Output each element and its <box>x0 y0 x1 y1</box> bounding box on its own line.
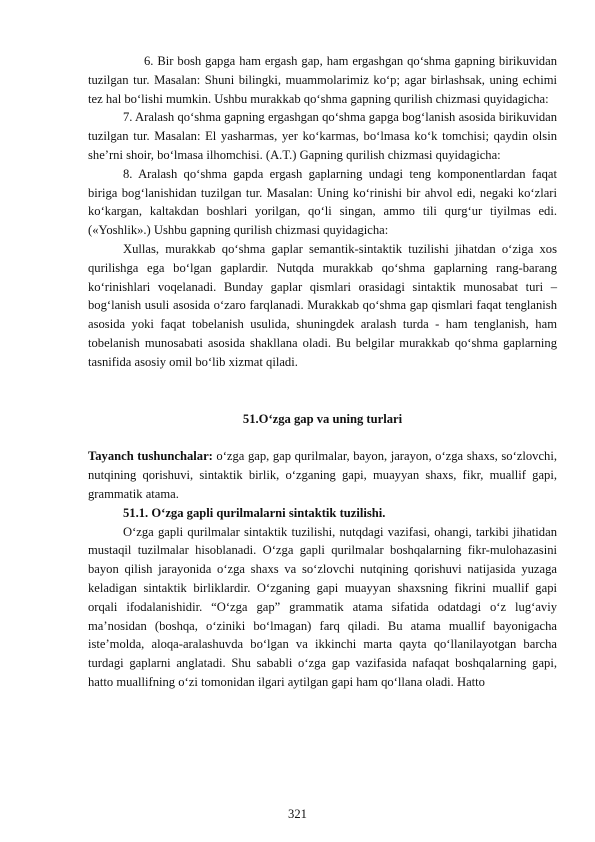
key-terms-paragraph <box>88 447 557 503</box>
subsection-heading: 51.1. O‘zga gapli qurilmalarni sintaktik tuzilishi. <box>123 505 386 520</box>
paragraph-item-7: 7. Aralash qo‘shma gapning ergashgan qo‘shma gapga bog‘lanish asosida birikuvidan tuzilgan tur. Masalan: El yasharmas, yer ko‘karmas, bo‘lmasa ko‘k tomchisi; qaydin olsin she’rni shoir, bo‘lmasa ilhomchisi. (A.T.) Gapning qurilish chizmasi quyidagicha: <box>88 110 557 162</box>
paragraph-summary: Xullas, murakkab qo‘shma gaplar semantik-sintaktik tuzilishi jihatdan o‘ziga xos qurilishga ega bo‘lgan gaplardir. Nutqda murakkab qo‘shma gaplarning rang-barang ko‘rinishlari voqelanadi. Bunday gaplar qismlari orasidagi sintaktik munosabat turi – bog‘lanish usuli asosida o‘zaro farqlanadi. Murakkab qo‘shma gap qismlari faqat tenglanish asosida yoki faqat tobelanish usulida, shuningdek aralash turda - ham tenglanish, ham tobelanish munosabati asosida shakllana oladi. Bu belgilar murakkab qo‘shma gaplarning tasnifida asosiy omil bo‘lib xizmat qiladi. <box>88 241 557 369</box>
heading-spacer <box>88 428 557 447</box>
paragraph-item-6: 6. Bir bosh gapga ham ergash gap, ham ergashgan qo‘shma gapning birikuvidan tuzilgan tur. Masalan: Shuni bilingki, muammolarimiz ko‘p; agar birlashsak, uning echimi tez hal bo‘lishi mumkin. Ushbu murakkab qo‘shma gapning qurilish chizmasi quyidagicha: <box>88 54 557 106</box>
paragraph-item-8: 8. Aralash qo‘shma gapda ergash gaplarning undagi teng komponentlardan faqat biriga bog‘lanishidan tuzilgan tur. Masalan: Uning ko‘rinishi bir ahvol edi, negaki ko‘zlari ko‘kargan, kaltakdan boshlari yorilgan, qo‘li singan, ammo tili qurg‘ur tiyilmas edi. («Yoshlik».) Ushbu gapning qurilish chizmasi quyidagicha: <box>88 166 557 238</box>
section-spacer <box>88 372 557 410</box>
document-page <box>88 52 557 692</box>
paragraph-body: O‘zga gapli qurilmalar sintaktik tuzilishi, nutqdagi vazifasi, ohangi, tarkibi jihatidan mustaqil tuzilmalar hisoblanadi. O‘zga gapli qurilmalar boshqalarning fikr-mulohazasini bayon qilish jarayonida o‘zga shaxs va so‘zlovchi nutqining qorishuvi natijasida yuzaga keladigan sintaktik birliklardir. O‘zganing gapi muayyan shaxsning fikrini muallif gapi orqali ifodalanishidir. “O‘zga gap” grammatik atama sifatida odatdagi o‘z lug‘aviy ma’nosidan (boshqa, o‘ziniki bo‘lmagan) farq qiladi. Bu atama muallif bayonigacha iste’molda, aloqa-aralashuvda bo‘lgan va ikkinchi marta qayta qo‘llanilayotgan barcha turdagi gaplarni anglatadi. Shu sababli o‘zga gap vazifasida nafaqat boshqalarning gapi, hatto muallifning o‘zi tomonidan ilgari aytilgan gapi ham qo‘llana oladi. Hatto <box>88 524 557 689</box>
key-terms-text: o‘zga gap, gap qurilmalar, bayon, jarayon, o‘zga shaxs, so‘zlovchi, nutqining qorishuvi, sintaktik birlik, o‘zganing gapi, muayyan shaxs, fikr, muallif gapi, grammatik atama. <box>88 449 557 501</box>
section-heading: 51.O‘zga gap va uning turlari <box>242 411 403 426</box>
page-number: 321 <box>288 807 307 821</box>
key-terms-label: Tayanch tushunchalar: <box>88 449 213 464</box>
